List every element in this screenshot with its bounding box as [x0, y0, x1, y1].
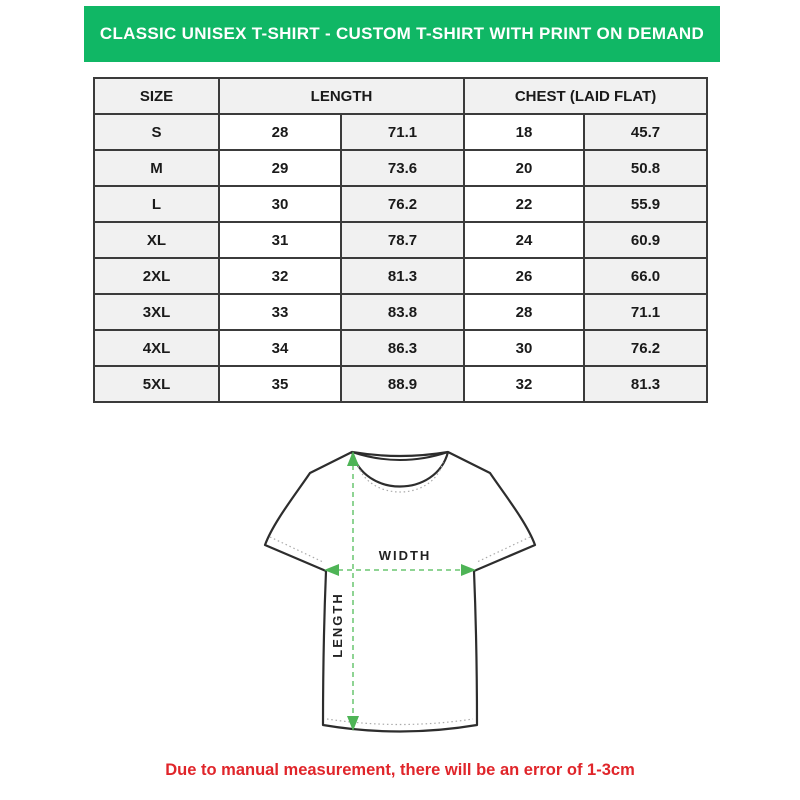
title-banner [84, 6, 720, 62]
chest-in-cell: 32 [464, 366, 584, 402]
size-cell: 2XL [94, 258, 219, 294]
size-cell: S [94, 114, 219, 150]
size-cell: 4XL [94, 330, 219, 366]
chest-in-cell: 22 [464, 186, 584, 222]
length-in-cell: 32 [219, 258, 341, 294]
chest-in-cell: 28 [464, 294, 584, 330]
size-table [93, 77, 708, 403]
size-cell: 3XL [94, 294, 219, 330]
length-in-cell: 28 [219, 114, 341, 150]
tshirt-diagram [240, 440, 560, 760]
length-in-cell: 33 [219, 294, 341, 330]
table-row [94, 114, 707, 150]
chest-cm-cell: 81.3 [584, 366, 707, 402]
table-header-row [94, 78, 707, 114]
width-arrow-label: WIDTH [378, 548, 432, 563]
chest-cm-cell: 66.0 [584, 258, 707, 294]
tshirt-outline-drawing [240, 440, 560, 760]
length-cm-cell: 78.7 [341, 222, 464, 258]
length-cm-cell: 76.2 [341, 186, 464, 222]
chest-in-cell: 30 [464, 330, 584, 366]
length-cm-cell: 88.9 [341, 366, 464, 402]
table-row [94, 330, 707, 366]
length-in-cell: 31 [219, 222, 341, 258]
table-row [94, 258, 707, 294]
chest-cm-cell: 60.9 [584, 222, 707, 258]
header-length: LENGTH [219, 78, 464, 114]
length-cm-cell: 86.3 [341, 330, 464, 366]
table-row [94, 186, 707, 222]
size-cell: M [94, 150, 219, 186]
chest-cm-cell: 45.7 [584, 114, 707, 150]
length-in-cell: 30 [219, 186, 341, 222]
measurement-error-note: Due to manual measurement, there will be an error of 1-3cm [165, 761, 635, 779]
length-cm-cell: 83.8 [341, 294, 464, 330]
chest-cm-cell: 76.2 [584, 330, 707, 366]
chest-cm-cell: 50.8 [584, 150, 707, 186]
length-in-cell: 34 [219, 330, 341, 366]
length-in-cell: 35 [219, 366, 341, 402]
table-row [94, 366, 707, 402]
length-cm-cell: 81.3 [341, 258, 464, 294]
size-cell: L [94, 186, 219, 222]
length-cm-cell: 73.6 [341, 150, 464, 186]
chest-in-cell: 24 [464, 222, 584, 258]
length-arrow-label: LENGTH [330, 592, 345, 658]
header-size: SIZE [94, 78, 219, 114]
table-row [94, 150, 707, 186]
length-in-cell: 29 [219, 150, 341, 186]
length-cm-cell: 71.1 [341, 114, 464, 150]
chest-cm-cell: 71.1 [584, 294, 707, 330]
size-cell: 5XL [94, 366, 219, 402]
chest-in-cell: 20 [464, 150, 584, 186]
header-chest: CHEST (LAID FLAT) [464, 78, 707, 114]
table-row [94, 294, 707, 330]
chest-in-cell: 18 [464, 114, 584, 150]
table-row [94, 222, 707, 258]
chest-cm-cell: 55.9 [584, 186, 707, 222]
page-title: CLASSIC UNISEX T-SHIRT - CUSTOM T-SHIRT WITH PRINT ON DEMAND [99, 24, 705, 43]
chest-in-cell: 26 [464, 258, 584, 294]
size-cell: XL [94, 222, 219, 258]
